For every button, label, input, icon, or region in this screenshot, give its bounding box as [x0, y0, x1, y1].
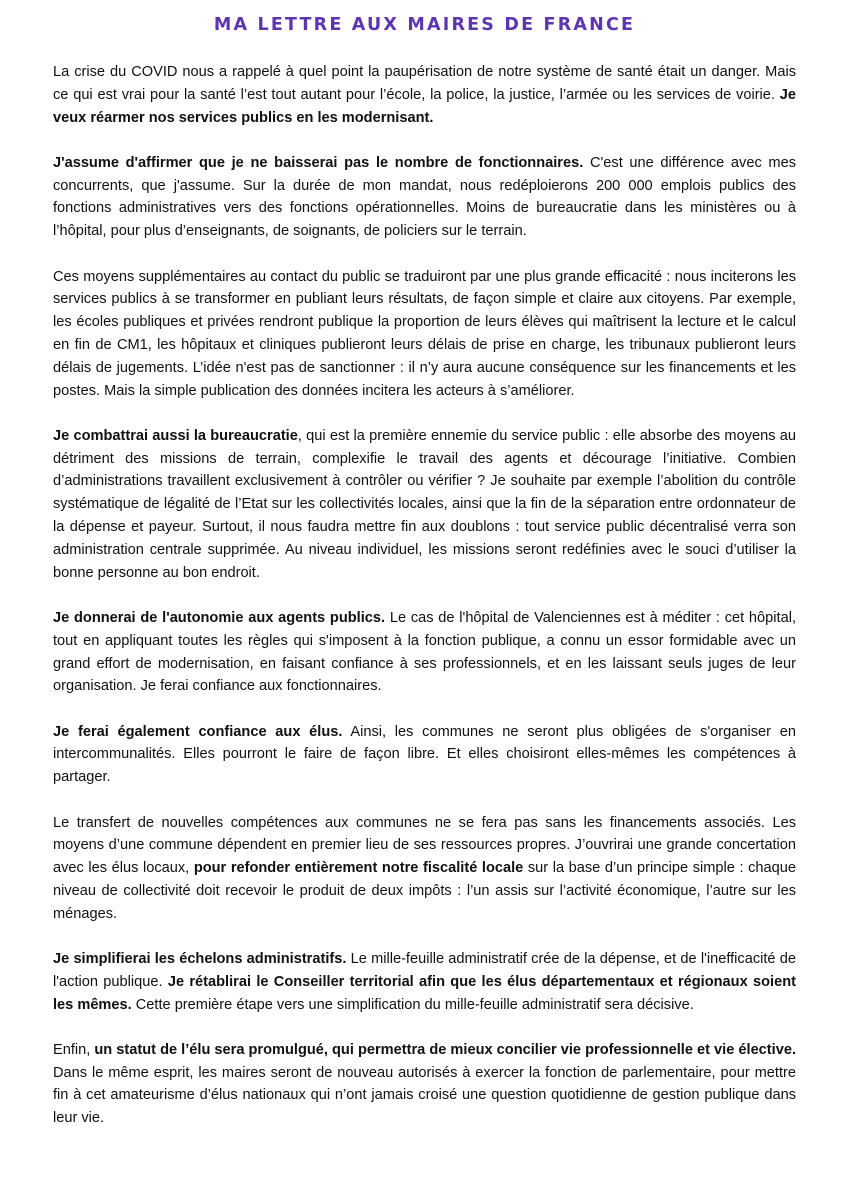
- paragraph-8: [53, 948, 796, 1016]
- text-segment: C'est une différence avec mes concurrents, que j'assume. Sur la durée de mon mandat, nous redéploierons 200 000 emplois publics des fonctions administratives vers des fonctions opérationnelles. Moins de bureaucratie dans les ministères ou à l’hôpital, pour plus d’enseignants, de soignants, de policiers sur le terrain.: [53, 154, 796, 240]
- text-segment: Dans le même esprit, les maires seront de nouveau autorisés à exercer la fonction de parlementaire, pour mettre fin à cet amateurisme d’élus nationaux qui n’ont jamais croisé une question quotidienne de gestion publique dans leur vie.: [53, 1064, 796, 1127]
- paragraph-5: [53, 607, 796, 698]
- text-segment: Enfin,: [53, 1041, 95, 1058]
- paragraph-7: [53, 812, 796, 926]
- bold-text-segment: un statut de l’élu sera promulgué, qui permettra de mieux concilier vie professionnelle et vie élective.: [94, 1041, 797, 1058]
- text-segment: sur la base d’un principe simple : chaque niveau de collectivité doit recevoir le produit de deux impôts : l’un assis sur l’activité économique, l’autre sur les ménages.: [53, 860, 796, 922]
- paragraph-2: [53, 152, 796, 243]
- bold-text-segment: Je ferai également confiance aux élus.: [53, 723, 343, 740]
- text-segment: Ainsi, les communes ne seront plus obligées de s'organiser en intercommunalités. Elles pourront le faire de façon libre. Et elles choisiront elles-mêmes les compétences à partager.: [53, 723, 796, 786]
- letter-body: [53, 61, 796, 1130]
- bold-text-segment: Je veux réarmer nos services publics en les modernisant.: [53, 86, 796, 126]
- text-segment: Le cas de l'hôpital de Valenciennes est à méditer : cet hôpital, tout en appliquant toutes les règles qui s'imposent à la fonction publique, a connu un essor formidable avec un grand effort de modernisation, en faisant confiance à ses professionnels, et en les laissant seuls juges de leur organisation. Je ferai confiance aux fonctionnaires.: [53, 609, 796, 695]
- paragraph-1: [53, 61, 796, 129]
- page-title: MA LETTRE AUX MAIRES DE FRANCE: [213, 15, 636, 35]
- text-segment: , qui est la première ennemie du service public : elle absorbe des moyens au détriment des missions de terrain, complexifie le travail des agents et décourage l’initiative. Combien d’administrations travaillent exclusivement à contrôler ou vérifier ? Je souhaite par exemple l’abolition du contrôle systématique de légalité de l’Etat sur les collectivités locales, ainsi que la fin de la séparation entre ordonnateur de la dépense et payeur. Surtout, il nous faudra mettre fin aux doublons : tout service public décentralisé verra son administration centrale supprimée. Au niveau individuel, les missions seront redéfinies avec le souci d’utiliser la bonne personne au bon endroit.: [53, 427, 796, 581]
- text-segment: Ces moyens supplémentaires au contact du public se traduiront par une plus grande efficacité : nous inciterons les services publics à se transformer en publiant leurs résultats, de façon simple et claire aux citoyens. Par exemple, les écoles publiques et privées rendront publique la proportion de leurs élèves qui maîtrisent la lecture et le calcul en fin de CM1, les hôpitaux et cliniques publieront leurs délais de prise en charge, les tribunaux publieront leurs délais de jugements. L’idée n'est pas de sanctionner : il n’y aura aucune conséquence sur les financements et les postes. Mais la simple publication des données incitera les acteurs à s’améliorer.: [53, 268, 796, 399]
- text-segment: Le mille-feuille administratif crée de la dépense, et de l'inefficacité de l'action publique.: [53, 951, 796, 990]
- bold-text-segment: Je rétablirai le Conseiller territorial afin que les élus départementaux et régionaux soient les mêmes.: [53, 973, 796, 1013]
- bold-text-segment: pour refonder entièrement notre fiscalité locale: [193, 860, 524, 877]
- text-segment: Cette première étape vers une simplification du mille-feuille administratif sera décisive.: [131, 996, 694, 1013]
- bold-text-segment: Je combattrai aussi la bureaucratie: [53, 427, 298, 444]
- paragraph-3: [53, 266, 796, 403]
- bold-text-segment: J'assume d'affirmer que je ne baisserai pas le nombre de fonctionnaires.: [53, 154, 584, 171]
- paragraph-9: [53, 1039, 796, 1130]
- paragraph-6: [53, 721, 796, 789]
- paragraph-4: [53, 425, 796, 585]
- text-segment: La crise du COVID nous a rappelé à quel point la paupérisation de notre système de santé était un danger. Mais ce qui est vrai pour la santé l’est tout autant pour l’école, la police, la justice, l’armée ou les services de voirie.: [53, 64, 796, 103]
- bold-text-segment: Je simplifierai les échelons administratifs.: [53, 951, 347, 967]
- bold-text-segment: Je donnerai de l'autonomie aux agents publics.: [53, 609, 386, 626]
- text-segment: Le transfert de nouvelles compétences aux communes ne se fera pas sans les financements associés. Les moyens d’une commune dépendent en premier lieu de ses ressources propres. J’ouvrirai une grande concertation avec les élus locaux,: [53, 814, 796, 877]
